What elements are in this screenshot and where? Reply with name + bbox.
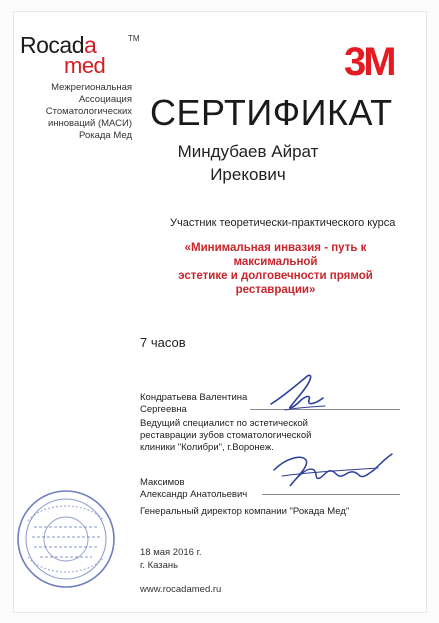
signatory1-signature bbox=[265, 368, 335, 416]
recipient-name: Миндубаев Айрат Ирекович bbox=[177, 142, 319, 184]
signatory2-position: Генеральный директор компании "Рокада Мед" bbox=[140, 506, 350, 517]
organization-name: Межрегиональная Ассоциация Стоматологических инноваций (МАСИ) Рокада Мед bbox=[45, 82, 132, 141]
signatory1-name: Кондратьева Валентина Сергеевна bbox=[140, 392, 248, 415]
date-block bbox=[140, 546, 202, 572]
website-link: www.rocadamed.ru bbox=[140, 584, 222, 595]
course-title: «Минимальная инвазия - путь к максимальной эстетике и долговечности прямой реставрации» bbox=[178, 242, 373, 296]
certificate-title: СЕРТИФИКАТ bbox=[150, 92, 393, 133]
organization-stamp bbox=[14, 487, 118, 591]
rocada-med-logo: Rocada med TM bbox=[20, 32, 140, 78]
3m-logo: 3M bbox=[344, 40, 394, 84]
participant-text: Участник теоретически-практического курса bbox=[170, 217, 396, 229]
course-hours: 7 часов bbox=[140, 335, 186, 350]
signatory2-line bbox=[262, 494, 400, 495]
signatory2-name: Максимов Александр Анатольевич bbox=[140, 477, 248, 500]
signatory2-signature bbox=[268, 446, 400, 494]
signatory1-position: Ведущий специалист по эстетической реставрации зубов стоматологической клиники "Колибри", г.Воронеж. bbox=[140, 418, 312, 453]
issue-city: г. Казань bbox=[140, 560, 179, 571]
issue-date: 18 мая 2016 г. bbox=[140, 547, 202, 558]
